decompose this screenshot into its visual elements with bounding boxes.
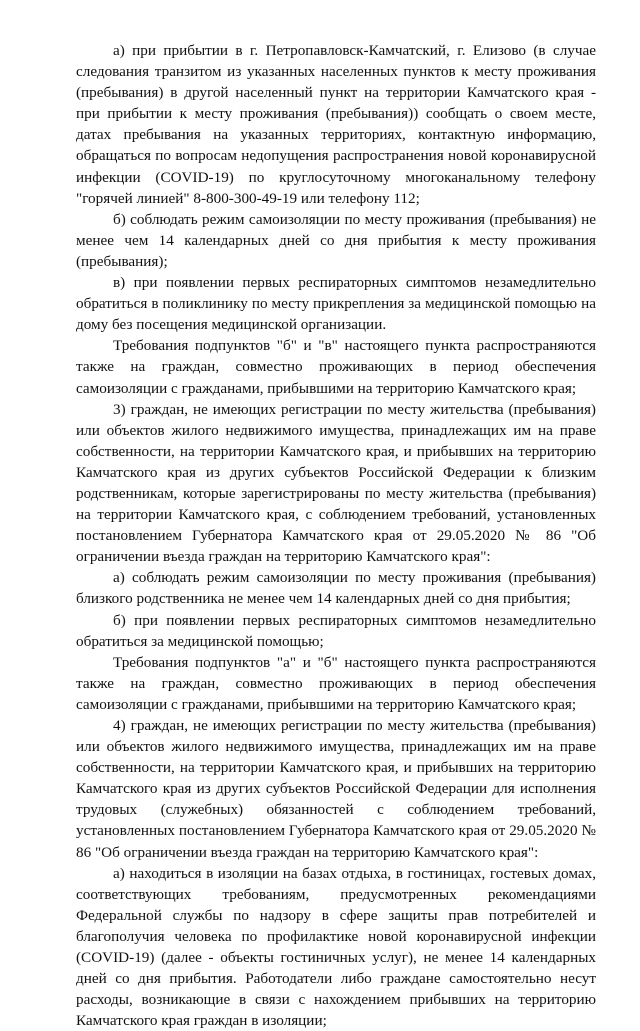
paragraph-item-b-self-isolation: б) соблюдать режим самоизоляции по месту проживания (пребывания) не менее чем 14 календарных дней со дня прибытия к месту проживания (пребывания); xyxy=(76,210,596,270)
paragraph-item-a-arrival: а) при прибытии в г. Петропавловск-Камчатский, г. Елизово (в случае следования транзитом из указанных населенных пунктов к месту проживания (пребывания) в другой населенный пункт на территории Камчатского края - при прибытии к месту проживания (пребывания)) сообщать о своем месте, датах пребывания на указанных территориях, контактную информацию, обращаться по вопросам недопущения распространения новой коронавирусной инфекции (COVID-19) по круглосуточному многоканальному телефону "горячей линией" 8-800-300-49-19 или телефону 112; xyxy=(76,42,596,207)
paragraph-requirements-a-b: Требования подпунктов "а" и "б" настоящего пункта распространяются также на граждан, совместно проживающих в период обеспечения самоизоляции с гражданами, прибывшими на территорию Камчатского края; xyxy=(76,653,596,713)
paragraph-item-v-symptoms: в) при появлении первых респираторных симптомов незамедлительно обратиться в поликлинику по месту прикрепления за медицинской помощью на дому без посещения медицинской организации. xyxy=(76,274,596,334)
paragraph-point-4: 4) граждан, не имеющих регистрации по месту жительства (пребывания) или объектов жилого недвижимого имущества, принадлежащих им на праве собственности, на территории Камчатского края, и прибывших на территорию Камчатского края из других субъектов Российской Федерации для исполнения трудовых (служебных) обязанностей с соблюдением требований, установленных постановлением Губернатора Камчатского края от 29.05.2020 № 86 "Об ограничении въезда граждан на территорию Камчатского края": xyxy=(76,717,596,861)
paragraph-point-3: 3) граждан, не имеющих регистрации по месту жительства (пребывания) или объектов жилого недвижимого имущества, принадлежащих им на праве собственности, на территории Камчатского края, и прибывших на территорию Камчатского края из других субъектов Российской Федерации к близким родственникам, которые зарегистрированы по месту жительства (пребывания) на территории Камчатского края, с соблюдением требований, установленных постановлением Губернатора Камчатского края от 29.05.2020 № 86 "Об ограничении въезда граждан на территорию Камчатского края": xyxy=(76,400,596,566)
paragraph-point-3-item-a: а) соблюдать режим самоизоляции по месту проживания (пребывания) близкого родственника не менее чем 14 календарных дней со дня прибытия; xyxy=(76,569,596,608)
paragraph-point-4-item-a: а) находиться в изоляции на базах отдыха, в гостиницах, гостевых домах, соответствующих требованиям, предусмотренных рекомендациями Федеральной службы по надзору в сфере защиты прав потребителей и благополучия человека по профилактике новой коронавирусной инфекции (COVID-19) (далее - объекты гостиничных услуг), не менее 14 календарных дней со дня прибытия. Работодатели либо граждане самостоятельно несут расходы, возникающие в связи с нахождением прибывших на территорию Камчатского края граждан в изоляции; xyxy=(76,864,596,1030)
paragraph-requirements-b-v: Требования подпунктов "б" и "в" настоящего пункта распространяются также на граждан, совместно проживающих в период обеспечения самоизоляции с гражданами, прибывшими на территорию Камчатского края; xyxy=(76,337,596,397)
document-page xyxy=(76,40,596,1031)
paragraph-point-3-item-b: б) при появлении первых респираторных симптомов незамедлительно обратиться за медицинской помощью; xyxy=(76,611,596,650)
